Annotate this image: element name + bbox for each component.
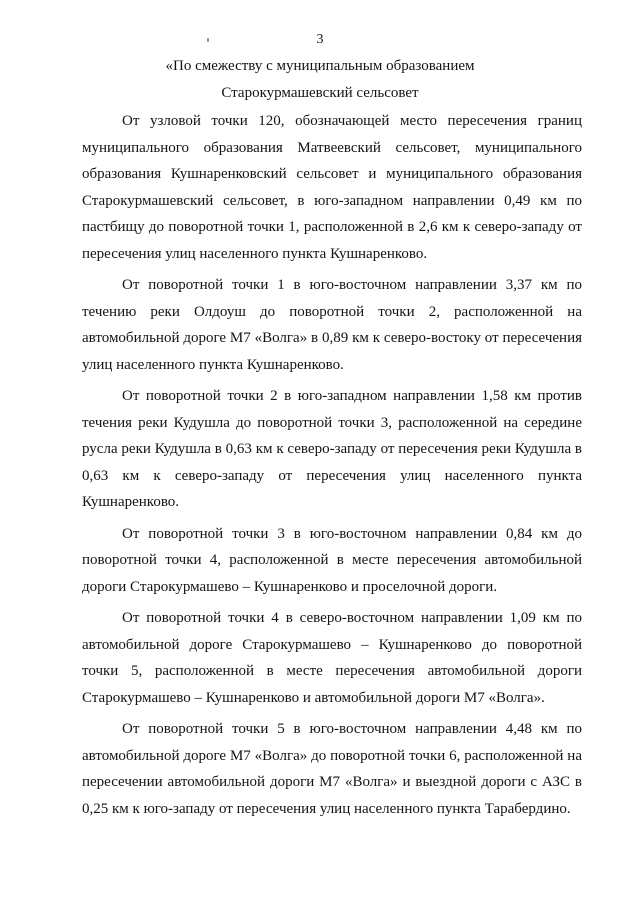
paragraph-point-5: От поворотной точки 5 в юго-восточном направлении 4,48 км по автомобильной дороге М7 «Волга» до поворотной точки 6, расположенной на пересечении автомобильной дороги М7 «Волга» и выездной дороги с АЗС в 0,25 км к юго-западу от пересечения улиц населенного пункта Тарабердино. bbox=[82, 721, 582, 817]
paragraph-point-2: От поворотной точки 2 в юго-западном направлении 1,58 км против течения реки Кудушла до поворотной точки 3, расположенной на середине русла реки Кудушла в 0,63 км к северо-западу от пересечения реки Кудушла в 0,63 км к северо-западу от пересечения улиц населенного пункта Кушнаренково. bbox=[82, 388, 582, 510]
paragraph-point-1: От поворотной точки 1 в юго-восточном направлении 3,37 км по течению реки Олдоуш до поворотной точки 2, расположенной на автомобильной дороге М7 «Волга» в 0,89 км к северо-востоку от пересечения улиц населенного пункта Кушнаренково. bbox=[82, 277, 582, 373]
section-heading-line-1: «По смежеству с муниципальным образованием bbox=[165, 58, 475, 74]
paragraph-point-4: От поворотной точки 4 в северо-восточном направлении 1,09 км по автомобильной дороге Старокурмашево – Кушнаренково до поворотной точки 5, расположенной в месте пересечения автомобильной дороги Старокурмашево – Кушнаренково и автомобильной дороги М7 «Волга». bbox=[82, 610, 582, 706]
section-heading-line-2: Старокурмашевский сельсовет bbox=[221, 85, 419, 101]
paragraph-point-120: От узловой точки 120, обозначающей место пересечения границ муниципального образования Матвеевский сельсовет, муниципального образования Кушнаренковский сельсовет и муниципального образования Старокурмашевский сельсовет, в юго-западном направлении 0,49 км по пастбищу до поворотной точки 1, расположенной в 2,6 км к северо-западу от пересечения улиц населенного пункта Кушнаренково. bbox=[82, 113, 582, 262]
document-body bbox=[82, 108, 582, 822]
page-number: 3 bbox=[316, 32, 324, 47]
scan-mark bbox=[207, 38, 209, 42]
paragraph-point-3: От поворотной точки 3 в юго-восточном направлении 0,84 км до поворотной точки 4, расположенной в месте пересечения автомобильной дороги Старокурмашево – Кушнаренково и проселочной дороги. bbox=[82, 525, 582, 595]
